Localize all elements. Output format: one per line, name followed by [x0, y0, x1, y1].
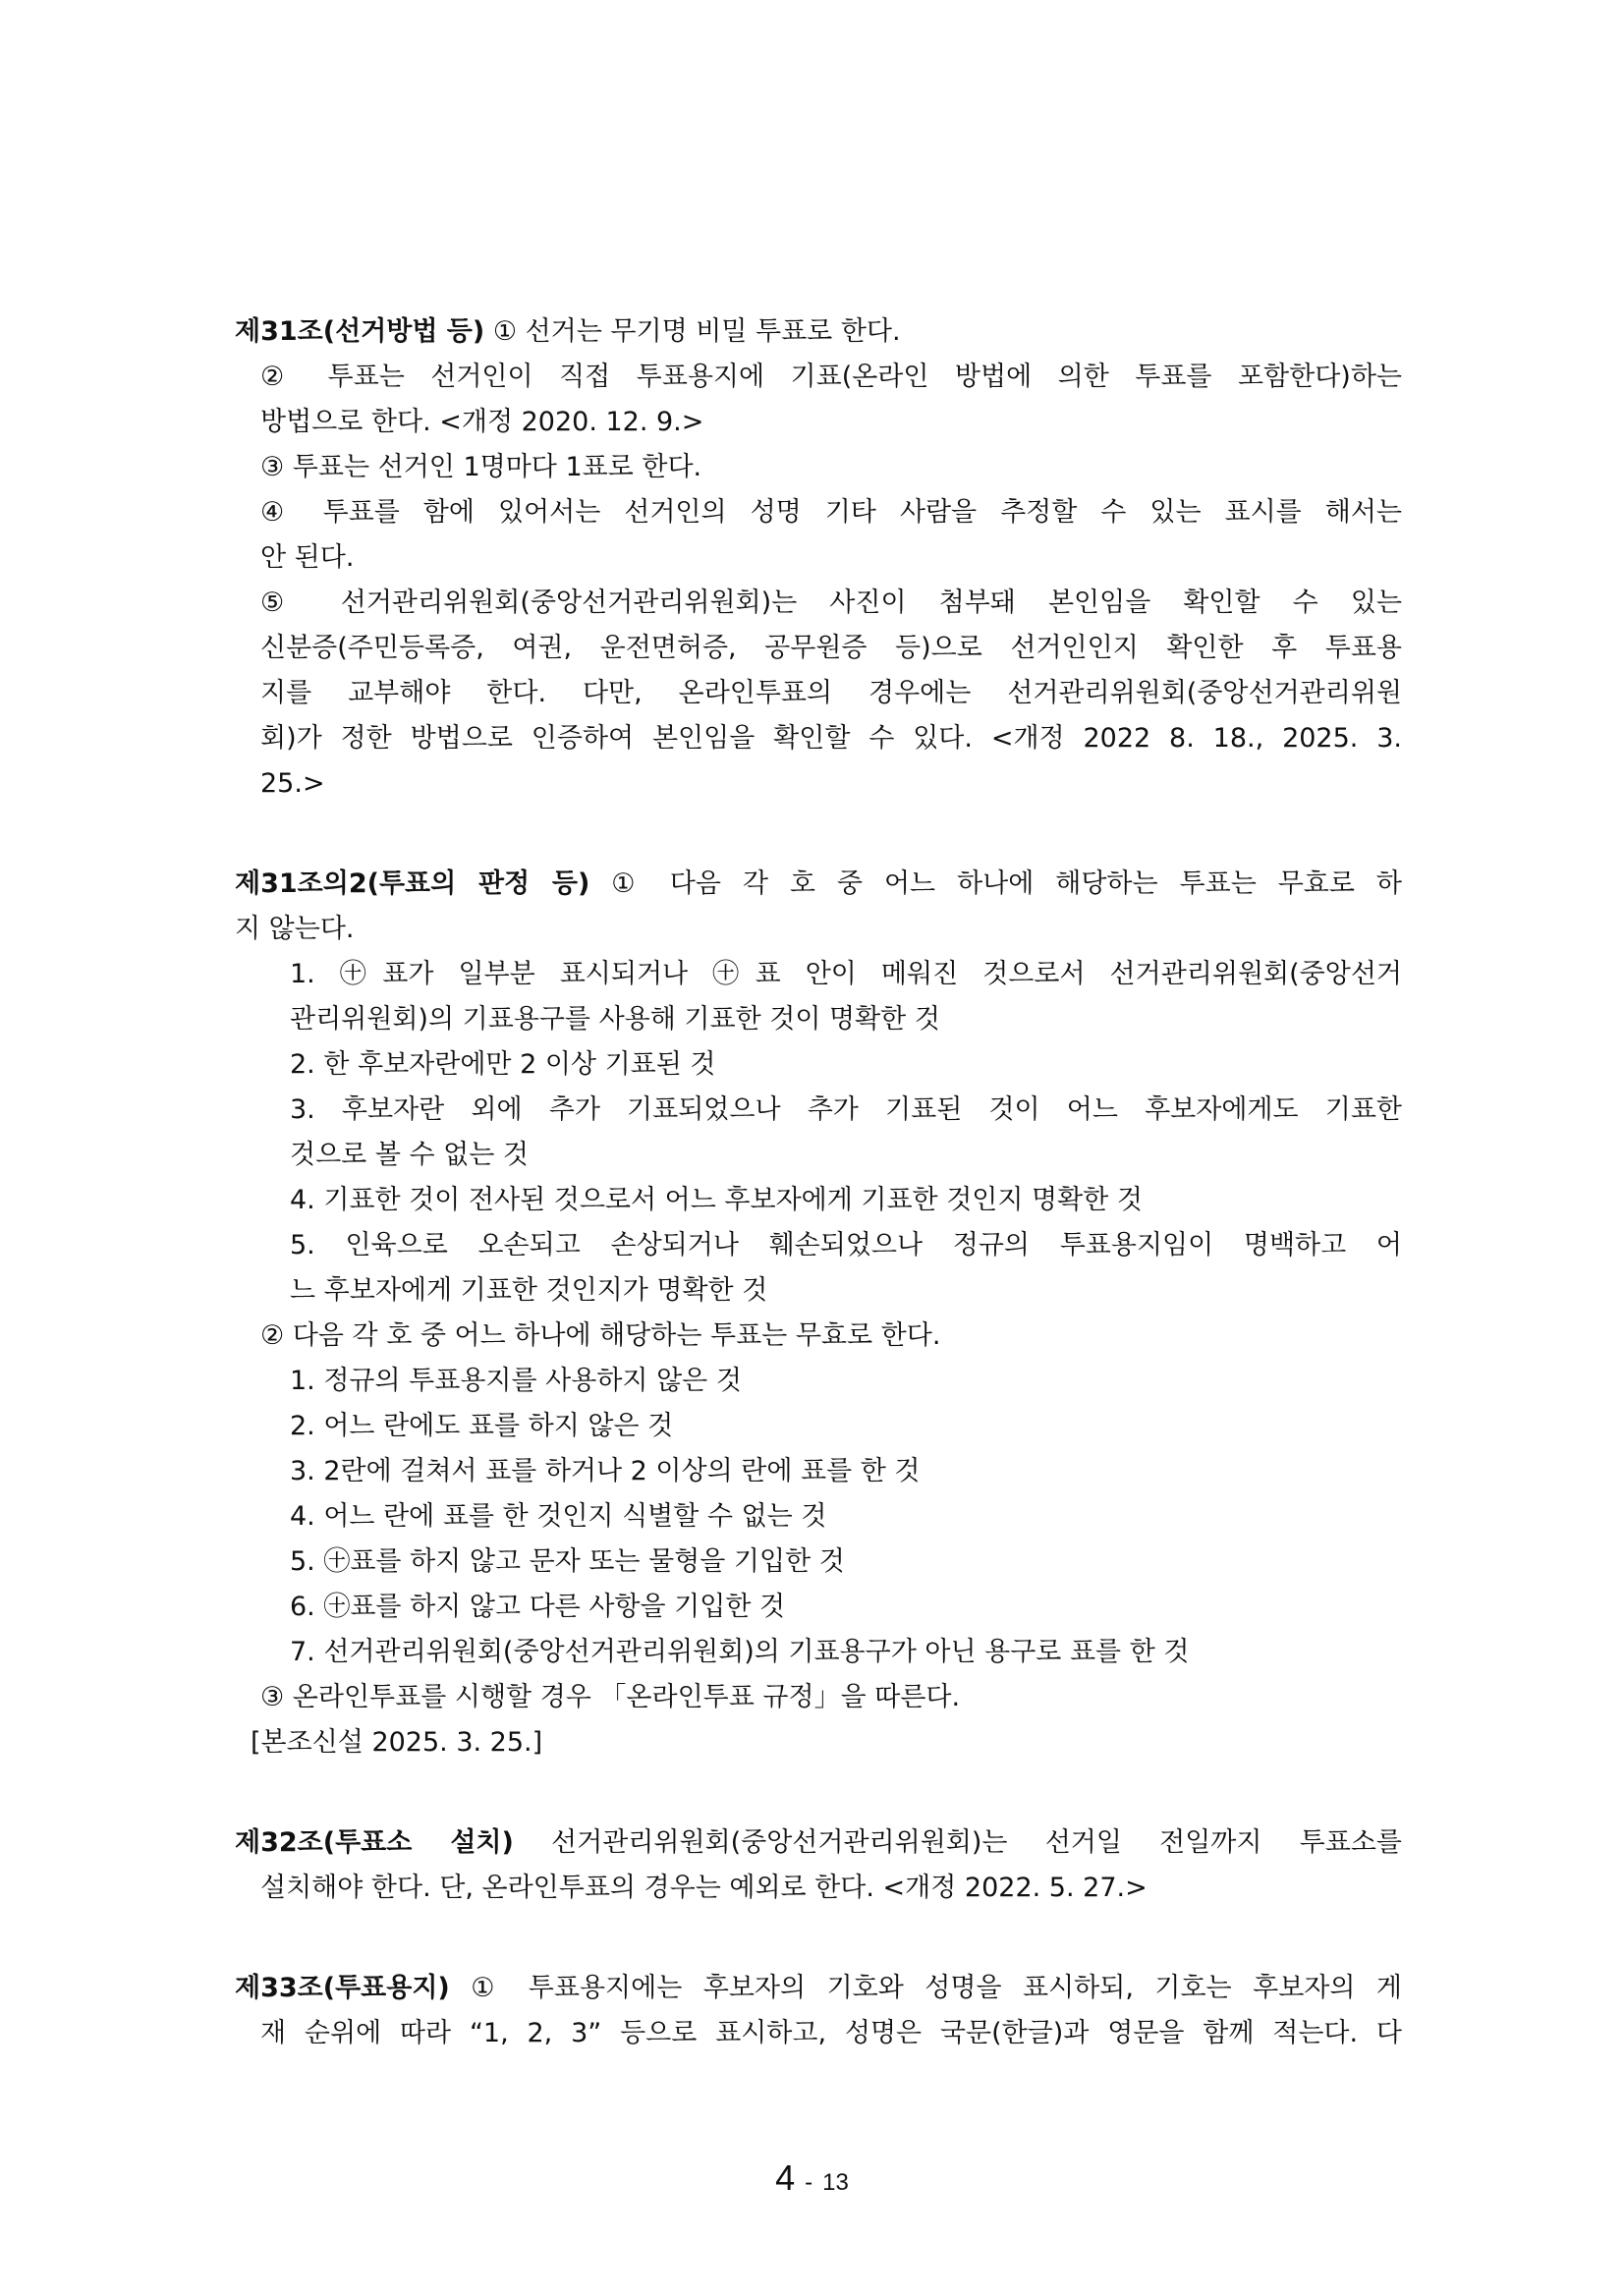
- article-31-2-clause-3: ③ 온라인투표를 시행할 경우 「온라인투표 규정」을 따른다.: [260, 1682, 961, 1712]
- article-31-heading: [235, 314, 901, 350]
- article-31-clause-5-line-2: 신분증(주민등록증, 여권, 운전면허증, 공무원증 등)으로 선거인인지 확인한 후 투표용: [260, 633, 1402, 663]
- article-31-clause-5-line-5: 25.>: [260, 768, 325, 799]
- article-31-2-clause-2: ② 다음 각 호 중 어느 하나에 해당하는 투표는 무효로 한다.: [260, 1320, 941, 1351]
- article-33-heading: [235, 1971, 1402, 2006]
- article-31-2-item-1-line-2: 관리위원회)의 기표용구를 사용해 기표한 것이 명확한 것: [290, 1004, 940, 1035]
- article-31-2-heading: [235, 867, 1402, 902]
- article-31-clause-5-line-1: ⑤ 선거관리위원회(중앙선거관리위원회)는 사진이 첨부돼 본인임을 확인할 수 있는: [260, 588, 1402, 618]
- article-31-clause-3: ③ 투표는 선거인 1명마다 1표로 한다.: [260, 452, 702, 482]
- article-32-heading: [235, 1825, 1402, 1861]
- article-31-clause-4-line-2: 안 된다.: [260, 542, 355, 573]
- article-33-title: 제33조(투표용지): [235, 1973, 450, 2003]
- article-32-line-1: 선거관리위원회(중앙선거관리위원회)는 선거일 전일까지 투표소를: [513, 1827, 1402, 1858]
- article-31-2-item-5-line-1: 5. 인육으로 오손되고 손상되거나 훼손되었으나 정규의 투표용지임이 명백하고 어: [290, 1230, 1402, 1260]
- article-33-line-2: 재 순위에 따라 “1, 2, 3” 등으로 표시하고, 성명은 국문(한글)과 영문을 함께 적는다. 다: [260, 2018, 1402, 2048]
- page-number: 13: [822, 2169, 849, 2196]
- page-footer: [0, 2157, 1624, 2199]
- article-31-2-invalid-item-7: 7. 선거관리위원회(중앙선거관리위원회)의 기표용구가 아닌 용구로 표를 한 것: [290, 1637, 1190, 1667]
- article-31-2-invalid-item-1: 1. 정규의 투표용지를 사용하지 않은 것: [290, 1366, 742, 1396]
- article-31-2-invalid-item-3: 3. 2란에 걸쳐서 표를 하거나 2 이상의 란에 표를 한 것: [290, 1456, 921, 1486]
- article-31-2-item-4: 4. 기표한 것이 전사된 것으로서 어느 후보자에게 기표한 것인지 명확한 것: [290, 1185, 1143, 1215]
- article-31-clause-4-line-1: ④ 투표를 함에 있어서는 선거인의 성명 기타 사람을 추정할 수 있는 표시를 해서는: [260, 497, 1402, 528]
- article-31-2-title: 제31조의2(투표의 판정 등): [235, 868, 590, 899]
- article-31-2-item-3-line-2: 것으로 볼 수 없는 것: [290, 1140, 529, 1170]
- article-32-line-2: 설치해야 한다. 단, 온라인투표의 경우는 예외로 한다. <개정 2022. 5. 27.>: [260, 1873, 1148, 1903]
- article-31-2-item-5-line-2: 느 후보자에게 기표한 것인지가 명확한 것: [290, 1275, 768, 1306]
- article-31-2-note: [본조신설 2025. 3. 25.]: [251, 1727, 543, 1758]
- article-33-line-1: ① 투표용지에는 후보자의 기호와 성명을 표시하되, 기호는 후보자의 게: [449, 1973, 1402, 2003]
- chapter-number: 4: [775, 2157, 796, 2198]
- article-31-2-invalid-item-6: 6. ㊉표를 하지 않고 다른 사항을 기입한 것: [290, 1592, 786, 1622]
- article-31-2-item-2: 2. 한 후보자란에만 2 이상 기표된 것: [290, 1049, 716, 1080]
- article-31-clause-2-line-2: 방법으로 한다. <개정 2020. 12. 9.>: [260, 407, 704, 437]
- article-31-2-clause-1-line-2: 지 않는다.: [235, 914, 355, 944]
- article-31-2-invalid-item-2: 2. 어느 란에도 표를 하지 않은 것: [290, 1411, 674, 1441]
- article-31-2-clause-1-line-1: ① 다음 각 호 중 어느 하나에 해당하는 투표는 무효로 하: [589, 868, 1402, 899]
- article-31-2-item-1-line-1: 1. ㊉표가 일부분 표시되거나 ㊉표 안이 메워진 것으로서 선거관리위원회(중앙선거: [290, 959, 1402, 989]
- article-31-2-invalid-item-4: 4. 어느 란에 표를 한 것인지 식별할 수 없는 것: [290, 1501, 827, 1532]
- article-31-clause-5-line-3: 지를 교부해야 한다. 다만, 온라인투표의 경우에는 선거관리위원회(중앙선거관리위원: [260, 678, 1402, 708]
- article-31-2-item-3-line-1: 3. 후보자란 외에 추가 기표되었으나 추가 기표된 것이 어느 후보자에게도 기표한: [290, 1094, 1402, 1125]
- article-31-title: 제31조(선거방법 등): [235, 316, 485, 347]
- article-31-2-invalid-item-5: 5. ㊉표를 하지 않고 문자 또는 물형을 기입한 것: [290, 1546, 845, 1577]
- article-32-title: 제32조(투표소 설치): [235, 1827, 514, 1858]
- article-31-clause-2-line-1: ② 투표는 선거인이 직접 투표용지에 기표(온라인 방법에 의한 투표를 포함한다)하는: [260, 362, 1402, 392]
- article-31-clause-5-line-4: 회)가 정한 방법으로 인증하여 본인임을 확인할 수 있다. <개정 2022 8. 18., 2025. 3.: [260, 723, 1402, 754]
- page-number-separator: -: [805, 2169, 813, 2196]
- article-31-clause-1: ① 선거는 무기명 비밀 투표로 한다.: [484, 316, 901, 347]
